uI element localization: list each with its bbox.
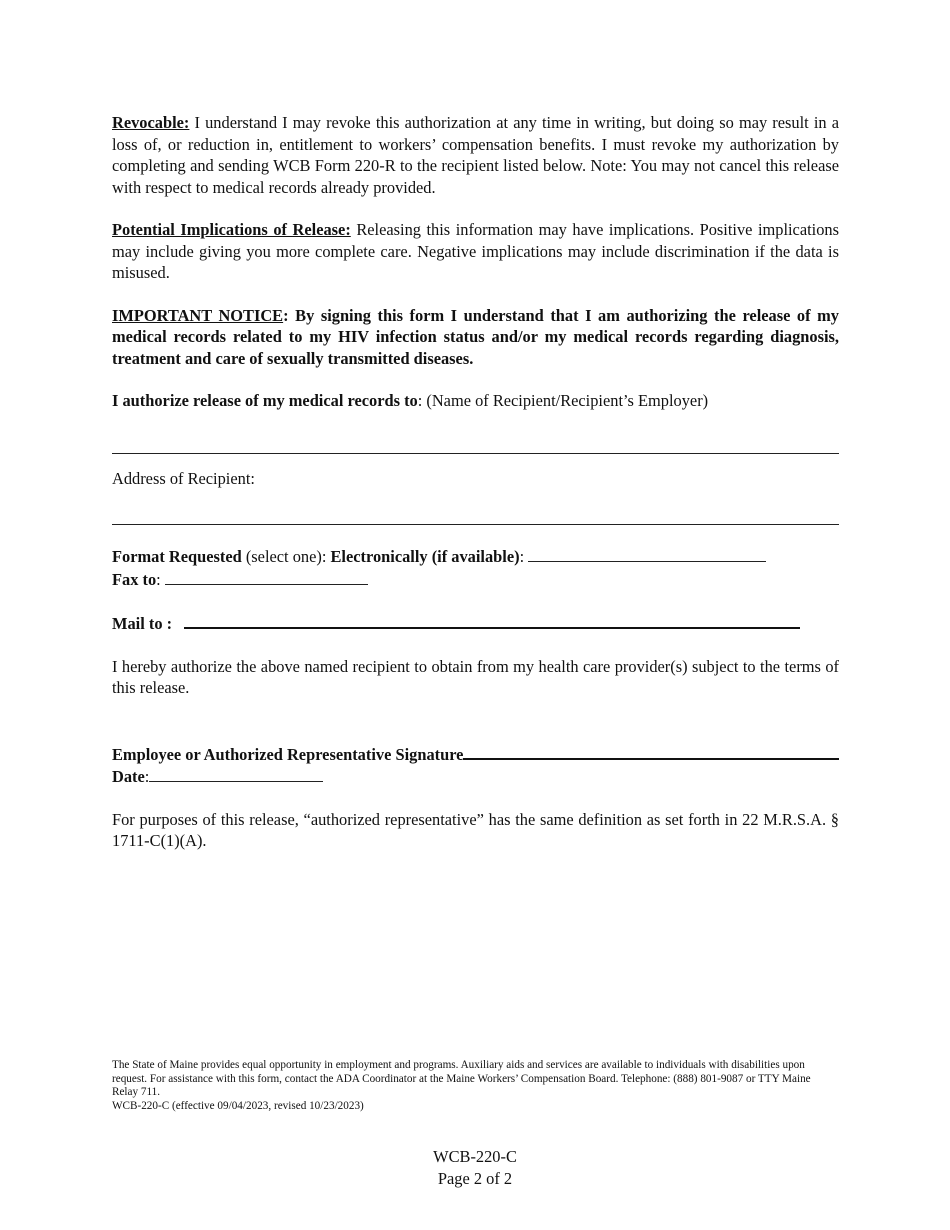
fax-field[interactable] (165, 568, 368, 585)
important-notice-text: : By signing this form I understand that I am authorizing the release of my medical records related to my HIV infection status and/or my medical records regarding diagnosis, treatment and care of sexually transmitted diseases. (112, 305, 839, 368)
date-row (112, 765, 839, 788)
recipient-name-field[interactable] (112, 432, 839, 454)
date-colon: : (144, 767, 150, 786)
implications-paragraph (112, 219, 839, 284)
date-label: Date (112, 767, 145, 786)
mail-row (112, 611, 839, 635)
form-revision: WCB-220-C (effective 09/04/2023, revised 10/23/2023) (112, 1099, 364, 1112)
recipient-address-field[interactable] (112, 503, 839, 525)
revocable-text: I understand I may revoke this authorization at any time in writing, but doing so may result in a loss of, or reduction in, entitlement to workers’ compensation benefits. I must revoke my authorization by completing and sending WCB Form 220-R to the recipient listed below. Note: You may not cancel this release with respect to medical records already provided. (112, 113, 839, 197)
implications-text: Releasing this information may have implications. Positive implications may include giving you more complete care. Negative implications may include discrimination if the data is misused. (112, 220, 839, 282)
revocable-paragraph (112, 112, 839, 198)
authorize-paragraph: I hereby authorize the above named recipient to obtain from my health care provider(s) subject to the terms of this release. (112, 656, 839, 697)
form-page (112, 112, 839, 852)
electronic-field[interactable] (528, 545, 766, 562)
mail-label: Mail to : (112, 614, 173, 633)
signature-label: Employee or Authorized Representative Signature (112, 744, 464, 764)
page-number: Page 2 of 2 (437, 1169, 513, 1188)
format-row (112, 545, 839, 568)
electronic-label: Electronically (if available) (330, 547, 520, 566)
format-label: Format Requested (112, 547, 242, 566)
format-select-hint: (select one): (241, 547, 331, 566)
recipient-label-line (112, 390, 839, 412)
signature-row (112, 742, 839, 766)
fax-colon: : (156, 569, 165, 589)
recipient-hint: : (Name of Recipient/Recipient’s Employer) (417, 391, 709, 410)
implications-heading: Potential Implications of Release: (112, 220, 351, 239)
address-label: Address of Recipient: (112, 468, 255, 488)
fax-label: Fax to (112, 569, 157, 589)
date-field[interactable] (149, 765, 323, 782)
footer-form-number: WCB-220-C (433, 1147, 517, 1166)
important-notice-paragraph (112, 305, 839, 370)
page-footer (0, 1146, 950, 1190)
footer-notice (112, 1059, 839, 1113)
electronic-colon: : (519, 547, 529, 566)
recipient-label: I authorize release of my medical records to (112, 391, 418, 410)
equal-opportunity-notice: The State of Maine provides equal opportunity in employment and programs. Auxiliary aids and services are available to individuals with disabilities upon request. For assistance with this form, contact the ADA Coordinator at the Maine Workers’ Compensation Board. Telephone: (888) 801-9087 or TTY Maine Relay 711. (112, 1059, 811, 1099)
fax-row (112, 568, 839, 591)
mail-field[interactable] (184, 611, 800, 629)
definition-paragraph: For purposes of this release, “authorized representative” has the same definition as set forth in 22 M.R.S.A. § 1711-C(1)(A). (112, 809, 839, 850)
signature-field[interactable] (463, 742, 839, 760)
revocable-heading: Revocable: (112, 113, 190, 132)
important-notice-heading: IMPORTANT NOTICE (112, 305, 284, 325)
